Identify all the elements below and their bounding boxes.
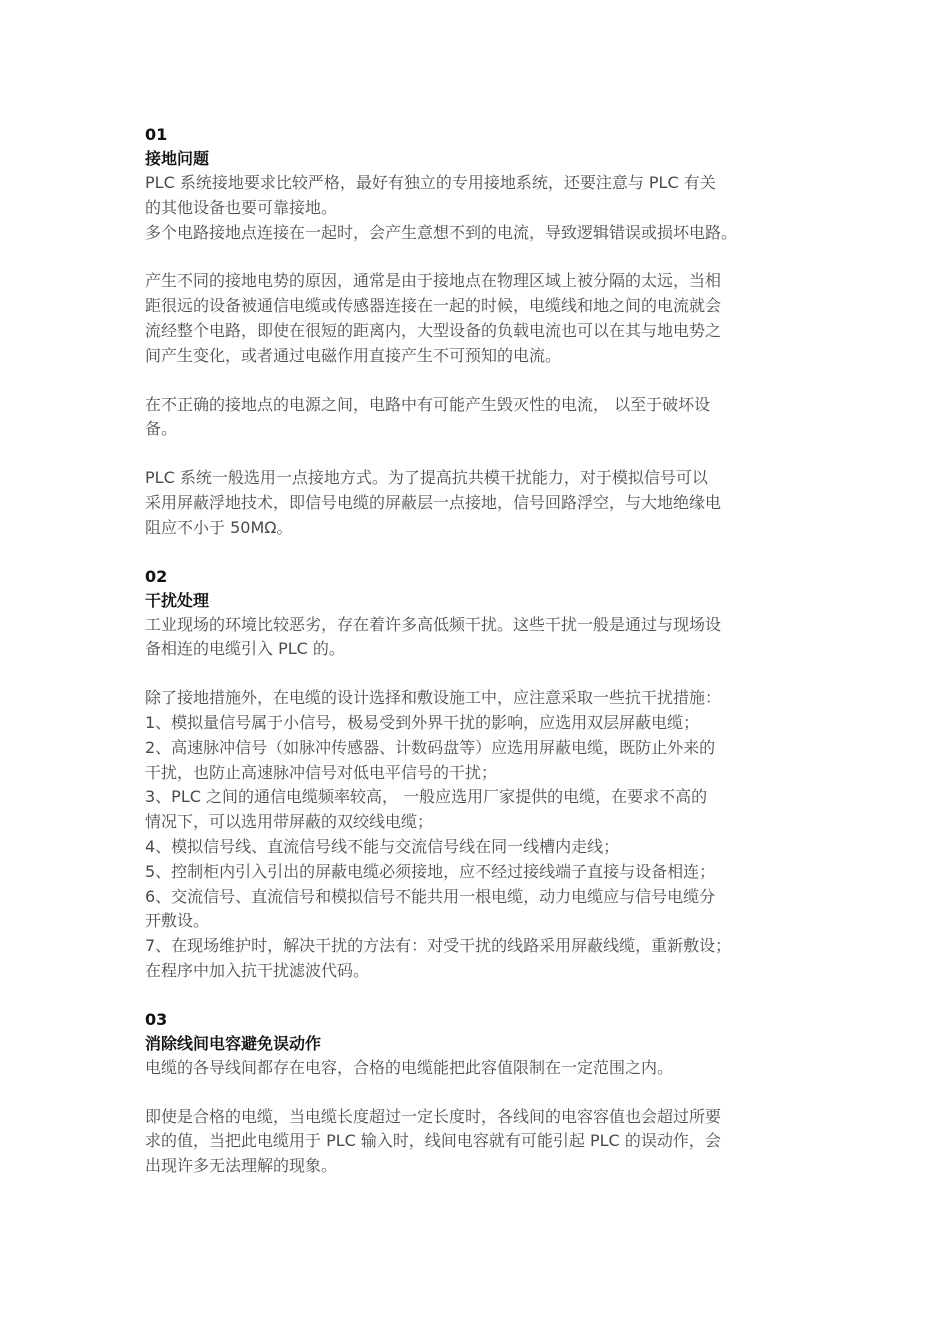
text-line: 在程序中加入抗干扰滤波代码。 (145, 960, 370, 980)
text-line: 多个电路接地点连接在一起时，会产生意想不到的电流，导致逻辑错误或损坏电路。 (145, 222, 738, 242)
section-title: 消除线间电容避免误动作 (145, 1033, 322, 1053)
section-title: 接地问题 (145, 149, 210, 168)
section-number: 01 (145, 125, 168, 144)
text-line: 即使是合格的电缆，当电缆长度超过一定长度时，各线间的电容容值也会超过所要 (145, 1106, 722, 1126)
list-item: 1、模拟量信号属于小信号，极易受到外界干扰的影响，应选用双层屏蔽电缆； (145, 712, 700, 732)
paragraph (145, 171, 815, 245)
section-01 (145, 123, 815, 541)
text-line: 距很远的设备被通信电缆或传感器连接在一起的时候，电缆线和地之间的电流就会 (145, 296, 722, 316)
section-number: 02 (145, 566, 168, 586)
list-item: 2、高速脉冲信号（如脉冲传感器、计数码盘等）应选用屏蔽电缆，既防止外来的 (145, 737, 716, 757)
text-line: 电缆的各导线间都存在电容，合格的电缆能把此容值限制在一定范围之内。 (145, 1057, 674, 1077)
text-line: 情况下，可以选用带屏蔽的双绞线电缆； (145, 812, 434, 832)
paragraph (145, 393, 815, 443)
text-line: 采用屏蔽浮地技术，即信号电缆的屏蔽层一点接地，信号回路浮空，与大地绝缘电 (145, 492, 722, 512)
paragraph (145, 269, 815, 368)
list-item: 3、PLC 之间的通信电缆频率较高， 一般应选用厂家提供的电缆，在要求不高的 (145, 787, 708, 807)
list-item: 4、模拟信号线、直流信号线不能与交流信号线在同一线槽内走线； (145, 836, 620, 856)
document-body (145, 123, 815, 1179)
paragraph (145, 466, 815, 540)
text-line: 开敷设。 (145, 911, 210, 931)
list-item: 7、在现场维护时，解决干扰的方法有：对受干扰的线路采用屏蔽线缆，重新敷设； (145, 936, 732, 956)
list-item: 5、控制柜内引入引出的屏蔽电缆必须接地，应不经过接线端子直接与设备相连； (145, 861, 716, 881)
section-number: 03 (145, 1009, 168, 1029)
list-item: 6、交流信号、直流信号和模拟信号不能共用一根电缆，动力电缆应与信号电缆分 (145, 886, 716, 906)
section-02 (145, 565, 815, 984)
text-line: 间产生变化，或者通过电磁作用直接产生不可预知的电流。 (145, 345, 562, 365)
text-line: 流经整个电路，即使在很短的距离内，大型设备的负载电流也可以在其与地电势之 (145, 320, 722, 340)
paragraph (145, 1056, 815, 1081)
text-line: 求的值，当把此电缆用于 PLC 输入时，线间电容就有可能引起 PLC 的误动作，会 (145, 1131, 721, 1151)
section-title: 干扰处理 (145, 590, 210, 610)
text-line: 工业现场的环境比较恶劣，存在着许多高低频干扰。这些干扰一般是通过与现场设 (145, 614, 722, 634)
text-line: 干扰，也防止高速脉冲信号对低电平信号的干扰； (145, 762, 498, 782)
text-line: PLC 系统一般选用一点接地方式。为了提高抗共模干扰能力，对于模拟信号可以 (145, 468, 708, 488)
section-03 (145, 1008, 815, 1179)
text-line: 除了接地措施外，在电缆的设计选择和敷设施工中，应注意采取一些抗干扰措施： (145, 688, 722, 708)
paragraph (145, 1105, 815, 1179)
text-line: 的其他设备也要可靠接地。 (145, 197, 338, 217)
text-line: 产生不同的接地电势的原因，通常是由于接地点在物理区域上被分隔的太远，当相 (145, 271, 722, 291)
text-line: PLC 系统接地要求比较严格，最好有独立的专用接地系统，还要注意与 PLC 有关 (145, 173, 716, 192)
text-line: 备。 (145, 419, 178, 439)
paragraph (145, 686, 815, 984)
text-line: 备相连的电缆引入 PLC 的。 (145, 639, 345, 659)
text-line: 出现许多无法理解的现象。 (145, 1156, 338, 1176)
text-line: 在不正确的接地点的电源之间，电路中有可能产生毁灭性的电流， 以至于破坏设 (145, 394, 711, 414)
paragraph (145, 613, 815, 663)
text-line: 阻应不小于 50MΩ。 (145, 517, 293, 537)
